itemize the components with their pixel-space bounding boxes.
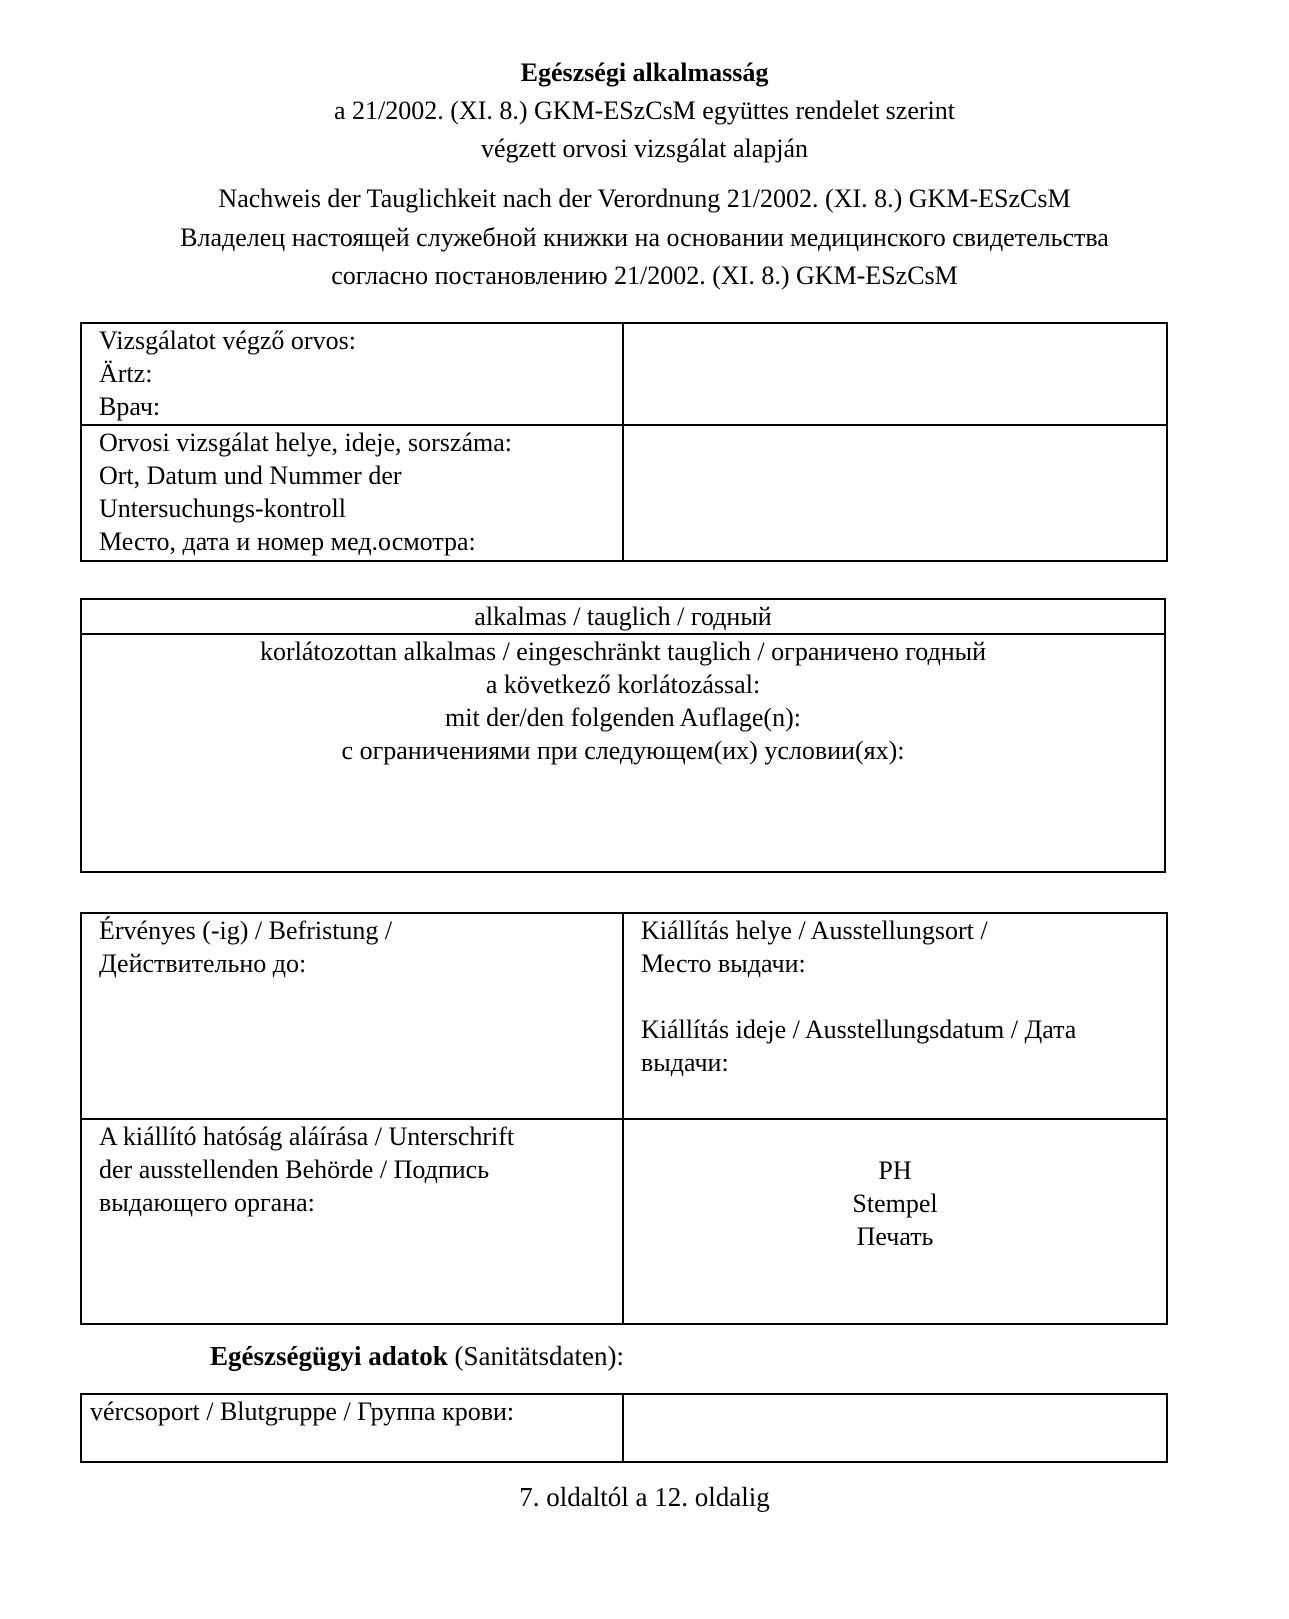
signature-cell[interactable]: A kiállító hatóság aláírása / Unterschrift der ausstellenden Behörde / Подпись выдающего органа: [81,1119,623,1324]
blood-group-value-field[interactable] [623,1394,1167,1462]
blood-group-label: vércsoport / Blutgruppe / Группа крови: [81,1394,623,1462]
header-line-russian-1: Владелец настоящей служебной книжки на основании медицинского свидетельства [180,223,1109,252]
header-line-regulation: a 21/2002. (XI. 8.) GKM-ESzCsM együttes rendelet szerint [334,96,955,125]
doctor-label-cell: Vizsgálatot végző orvos: Ärtz: Врач: [81,323,623,425]
examination-table [80,322,1168,562]
valid-until-cell[interactable]: Érvényes (-ig) / Befristung / Действительно до: [81,913,623,1119]
fit-option[interactable]: alkalmas / tauglich / годный [81,599,1165,634]
doctor-value-field[interactable] [623,323,1167,425]
header-line-german: Nachweis der Tauglichkeit nach der Verordnung 21/2002. (XI. 8.) GKM-ESzCsM [218,184,1071,213]
exam-info-label-cell: Orvosi vizsgálat helye, ideje, sorszáma: Ort, Datum und Nummer der Untersuchungs-kontroll Место, дата и номер мед.осмотра: [81,425,623,561]
document-title: Egészségi alkalmasság [520,58,769,87]
fitness-table [80,598,1166,873]
validity-table [80,912,1168,1325]
limited-fit-option[interactable]: korlátozottan alkalmas / eingeschränkt tauglich / ограничено годный a következő korlátozással: mit der/den folgenden Auflage(n): с ограничениями при следующем(их) условии(ях): [81,634,1165,872]
header-line-russian-2: согласно постановлению 21/2002. (XI. 8.) GKM-ESzCsM [331,261,958,290]
blood-group-table [80,1393,1168,1463]
sanitary-data-heading: Egészségügyi adatok (Sanitätsdaten): [210,1341,624,1371]
issue-cell[interactable]: Kiállítás helye / Ausstellungsort / Место выдачи: Kiállítás ideje / Ausstellungsdatum / Дата выдачи: [623,913,1167,1119]
page-range-note: 7. oldaltól a 12. oldalig [519,1482,770,1512]
stamp-cell: PH Stempel Печать [623,1119,1167,1324]
header-line-exam: végzett orvosi vizsgálat alapján [480,134,809,163]
exam-info-value-field[interactable] [623,425,1167,561]
